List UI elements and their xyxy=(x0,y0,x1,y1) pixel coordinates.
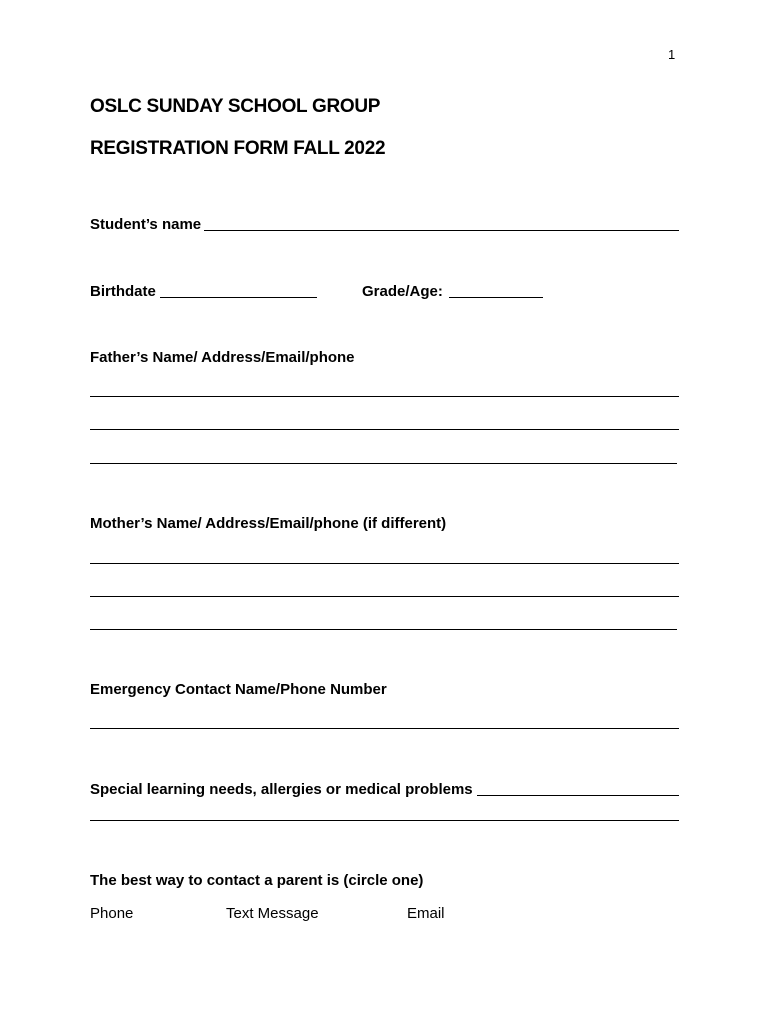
birthdate-field[interactable] xyxy=(160,297,317,298)
special-needs-field-line-1[interactable] xyxy=(477,795,679,796)
grade-age-label: Grade/Age: xyxy=(362,283,443,300)
mother-info-label: Mother’s Name/ Address/Email/phone (if different) xyxy=(90,515,447,532)
mother-info-line-2[interactable] xyxy=(90,596,679,597)
contact-option-email[interactable]: Email xyxy=(407,905,445,922)
form-title-line-2: REGISTRATION FORM FALL 2022 xyxy=(90,138,386,159)
father-info-line-2[interactable] xyxy=(90,429,679,430)
student-name-label: Student’s name xyxy=(90,216,202,233)
emergency-contact-field[interactable] xyxy=(90,728,679,729)
father-info-line-1[interactable] xyxy=(90,396,679,397)
mother-info-line-3[interactable] xyxy=(90,629,677,630)
special-needs-field-line-2[interactable] xyxy=(90,820,679,821)
contact-preference-label: The best way to contact a parent is (circle one) xyxy=(90,872,424,889)
page-number: 1 xyxy=(668,47,676,62)
father-info-line-3[interactable] xyxy=(90,463,677,464)
form-title-line-1: OSLC SUNDAY SCHOOL GROUP xyxy=(90,96,381,117)
emergency-contact-label: Emergency Contact Name/Phone Number xyxy=(90,681,387,698)
grade-age-field[interactable] xyxy=(449,297,543,298)
contact-option-phone[interactable]: Phone xyxy=(90,905,134,922)
student-name-field[interactable] xyxy=(204,230,679,231)
special-needs-label: Special learning needs, allergies or medical problems xyxy=(90,781,473,798)
birthdate-label: Birthdate xyxy=(90,283,156,300)
contact-option-text-message[interactable]: Text Message xyxy=(226,905,319,922)
mother-info-line-1[interactable] xyxy=(90,563,679,564)
father-info-label: Father’s Name/ Address/Email/phone xyxy=(90,349,355,366)
